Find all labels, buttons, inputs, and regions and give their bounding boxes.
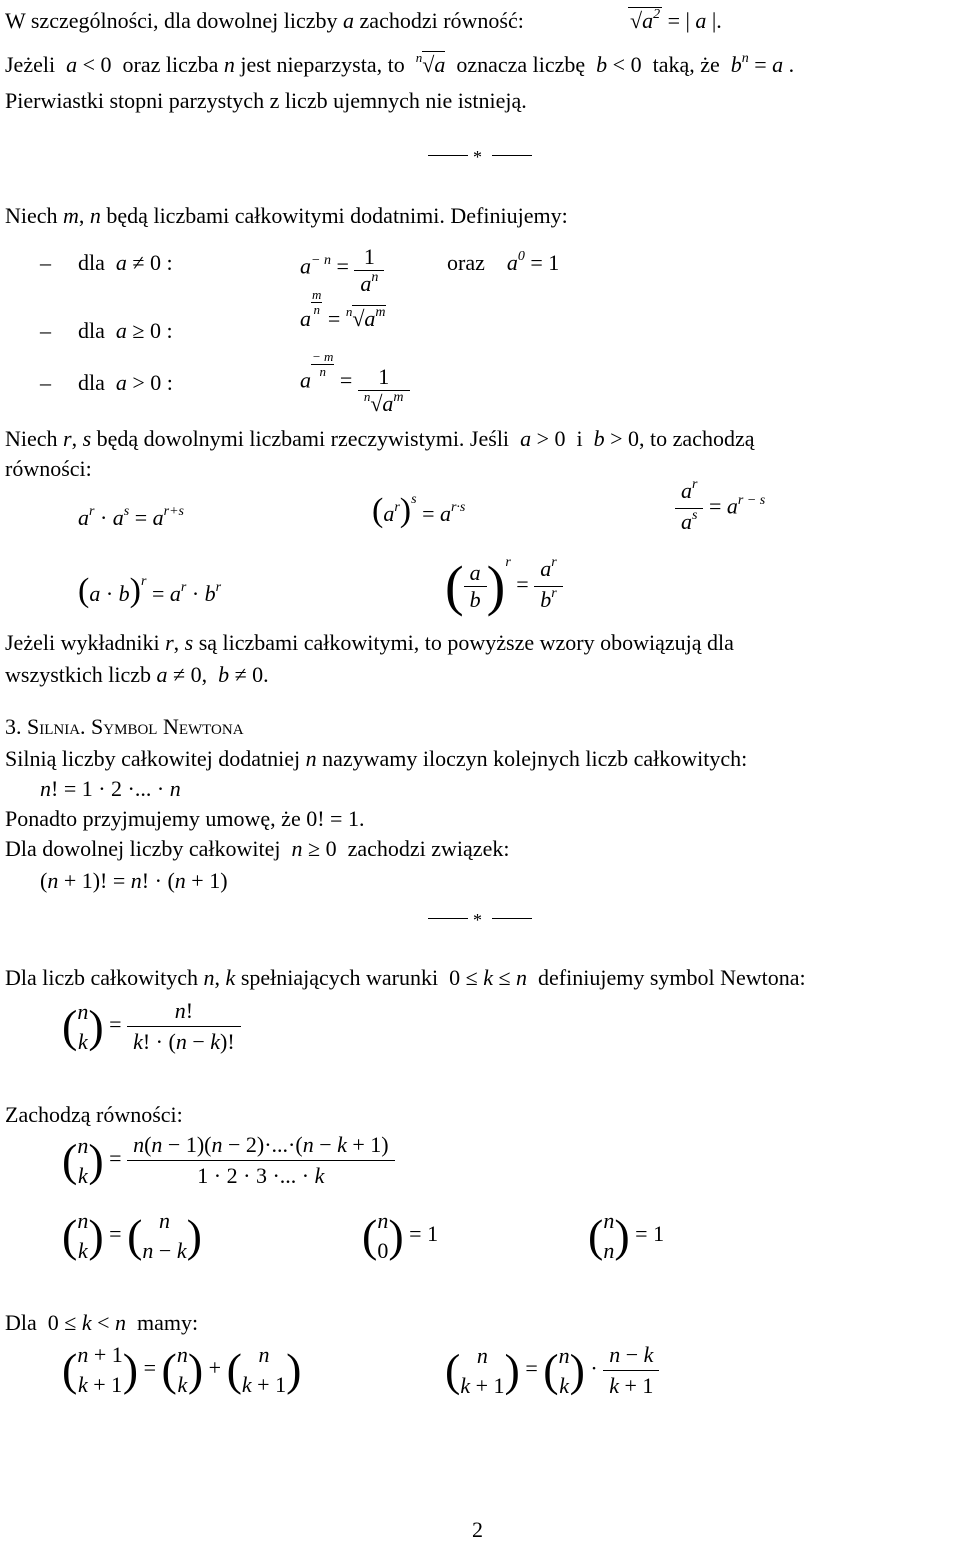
newton-n-0: ( n 0 ) = 1 bbox=[362, 1208, 439, 1263]
star-separator: * bbox=[473, 147, 482, 167]
text: Jeżeli bbox=[5, 52, 56, 77]
pascal-rule: ( n + 1 k + 1 ) = ( n k ) + ( n k + 1 ) bbox=[62, 1342, 302, 1397]
text: Jeżeli wykładniki bbox=[5, 630, 160, 655]
text: i bbox=[576, 426, 583, 451]
law-power: $(a^r)^s = a^{r\cdot s}$ bbox=[372, 492, 466, 529]
separator-rule bbox=[492, 155, 532, 156]
separator-rule bbox=[428, 918, 468, 919]
text-line-3 bbox=[5, 88, 527, 114]
text: Zachodzą równości: bbox=[5, 1102, 183, 1127]
text: , to zachodzą bbox=[639, 426, 755, 451]
text: oznacza liczbę bbox=[456, 52, 586, 77]
text: spełniających warunki bbox=[240, 965, 439, 990]
text: 3. Silnia. Symbol Newtona bbox=[5, 714, 244, 739]
text: dla bbox=[78, 250, 105, 275]
text: Ponadto przyjmujemy umowę, że bbox=[5, 806, 301, 831]
formula-sqrt-a2: $√a^2$ = | a |. bbox=[630, 7, 722, 33]
text: W szczególności, dla dowolnej liczby bbox=[5, 8, 338, 33]
text: oraz bbox=[447, 250, 485, 275]
text: będą dowolnymi liczbami rzeczywistymi. Jeśli bbox=[96, 426, 510, 451]
def-3-formula: a $\frac{- m}{n}$ = $\frac{1}{^n√a^m}$ bbox=[300, 354, 410, 411]
text: oraz liczba bbox=[122, 52, 219, 77]
section-heading bbox=[5, 714, 244, 740]
dash: – bbox=[40, 250, 51, 275]
law-product-power: $(a \cdot b)^r = a^r \cdot b^r$ bbox=[78, 572, 222, 609]
def-1-condition: dla a ≠ 0 : bbox=[78, 250, 173, 275]
text: taką, że bbox=[652, 52, 720, 77]
text: jest nieparzysta, to bbox=[240, 52, 405, 77]
text-line-20: Dla liczb całkowitych n, k spełniających warunki 0 ≤ k ≤ n definiujemy symbol Newtona: bbox=[5, 965, 806, 990]
def-1-formula: $a^{- n}$ = $\frac{1}{a^n}$ bbox=[300, 240, 384, 297]
text: Niech bbox=[5, 426, 58, 451]
text: dla bbox=[78, 370, 105, 395]
page-number: 2 bbox=[472, 1517, 483, 1542]
text: wszystkich liczb bbox=[5, 662, 152, 687]
newton-definition: ( n k ) = $\frac{n!}{k! \cdot (n - k)!}$ bbox=[62, 996, 241, 1066]
text-line-17: Ponadto przyjmujemy umowę, że 0! = 1. bbox=[5, 806, 365, 831]
law-product: $a^r \cdot a^s = a^{r+s}$ bbox=[78, 504, 184, 530]
factorial-recursion: (n + 1)! = n! · (n + 1) bbox=[40, 868, 228, 893]
separator-rule bbox=[492, 918, 532, 919]
def-3-condition: dla a > 0 : bbox=[78, 370, 173, 395]
text: zachodzi równość: bbox=[359, 8, 524, 33]
text: nazywamy iloczyn kolejnych liczb całkowitych: bbox=[322, 746, 748, 771]
def-1-oraz: oraz $a^0 = 1$ bbox=[447, 249, 560, 275]
star-separator: * bbox=[473, 910, 482, 930]
text-line-1: W szczególności, dla dowolnej liczby a zachodzi równość: bbox=[5, 8, 524, 33]
law-quotient-power: ( $\frac{a}{b}$ )$^r$ = $\frac{a^r}{b^r}$ bbox=[445, 556, 563, 617]
dash: – bbox=[40, 318, 51, 343]
text: są liczbami całkowitymi, to powyższe wzory obowiązują dla bbox=[198, 630, 734, 655]
def-2-condition: dla a ≥ 0 : bbox=[78, 318, 173, 343]
text-line-13: wszystkich liczb a ≠ 0, b ≠ 0. bbox=[5, 662, 269, 687]
text: zachodzi związek: bbox=[347, 836, 510, 861]
text-line-8: Niech r, s będą dowolnymi liczbami rzeczywistymi. Jeśli a > 0 i b > 0, to zachodzą bbox=[5, 426, 755, 451]
text: Dla bbox=[5, 1310, 37, 1335]
text-line-24: Dla 0 ≤ k < n mamy: bbox=[5, 1310, 199, 1335]
text: Pierwiastki stopni parzystych z liczb ujemnych nie istnieją. bbox=[5, 88, 527, 113]
newton-symmetry: ( n k ) = ( n n − k ) bbox=[62, 1208, 202, 1263]
text: będą liczbami całkowitymi dodatnimi. Definiujemy: bbox=[106, 203, 568, 228]
text: Dla liczb całkowitych bbox=[5, 965, 199, 990]
text-line-22 bbox=[5, 1102, 183, 1128]
newton-recurrence: ( n k + 1 ) = ( n k ) · $\frac{n - k}{k + 1}$ bbox=[445, 1340, 659, 1410]
factorial-definition: n! = 1 · 2 ·... · n bbox=[40, 776, 181, 801]
text: definiujemy symbol Newtona: bbox=[538, 965, 806, 990]
text: Silnią liczby całkowitej dodatniej bbox=[5, 746, 301, 771]
separator-rule bbox=[428, 155, 468, 156]
dash: – bbox=[40, 370, 51, 395]
text: mamy: bbox=[137, 1310, 199, 1335]
law-quotient: $\frac{a^r}{a^s}$ = $a^{r - s}$ bbox=[675, 478, 765, 539]
text-line-18: Dla dowolnej liczby całkowitej n ≥ 0 zachodzi związek: bbox=[5, 836, 510, 861]
text-line-15: Silnią liczby całkowitej dodatniej n nazywamy iloczyn kolejnych liczb całkowitych: bbox=[5, 746, 748, 771]
newton-product-formula: ( n k ) = $\frac{n(n - 1)(n - 2)\cdot...\cdot(n - k + 1)}{1 \cdot 2 \cdot 3 \cdot... \cdot k}$ bbox=[62, 1130, 395, 1200]
newton-n-n: ( n n ) = 1 bbox=[588, 1208, 665, 1263]
text-line-4: Niech m, n będą liczbami całkowitymi dodatnimi. Definiujemy: bbox=[5, 203, 568, 228]
text-line-12: Jeżeli wykładniki r, s są liczbami całkowitymi, to powyższe wzory obowiązują dla bbox=[5, 630, 734, 655]
text-line-2: Jeżeli a < 0 oraz liczba n jest nieparzysta, to $^n$√a oznacza liczbę b < 0 taką, że $b^n = a$ . bbox=[5, 50, 795, 77]
text: równości: bbox=[5, 456, 92, 481]
text-line-9 bbox=[5, 456, 92, 482]
text: Dla dowolnej liczby całkowitej bbox=[5, 836, 281, 861]
def-2-formula: a $\frac{m}{n}$ = $^n√a^m$ bbox=[300, 287, 386, 331]
text: Niech bbox=[5, 203, 58, 228]
text: dla bbox=[78, 318, 105, 343]
